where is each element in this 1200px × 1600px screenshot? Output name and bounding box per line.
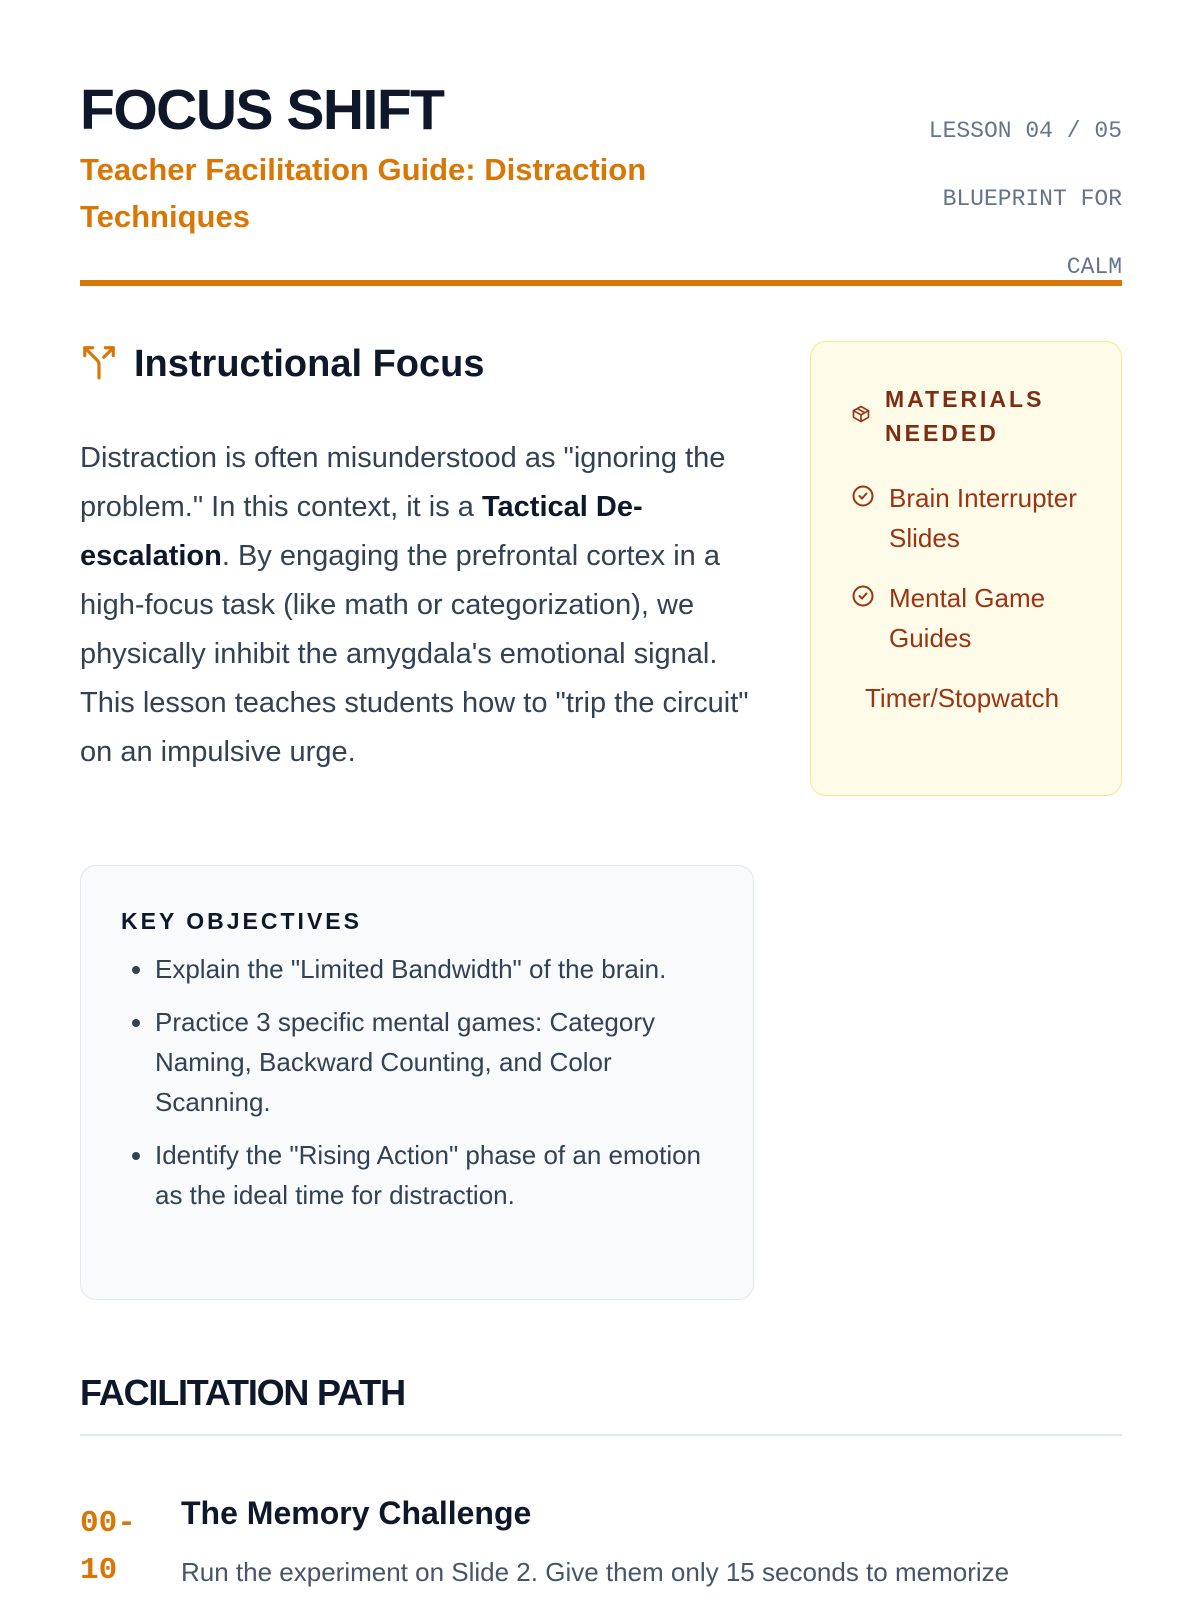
key-objectives-card xyxy=(80,865,754,1300)
facilitation-path-heading: FACILITATION PATH xyxy=(80,1372,405,1413)
split-arrow-icon xyxy=(80,343,134,386)
key-objectives-heading: KEY OBJECTIVES xyxy=(121,908,362,934)
material-label: Timer/Stopwatch xyxy=(865,683,1060,713)
instructional-focus-text xyxy=(80,434,760,777)
lesson-series-line2: CALM xyxy=(1066,254,1122,280)
materials-heading-row xyxy=(851,382,1095,450)
focus-text-intro: Distraction is often misunderstood as "ignoring the problem." In this context, it is a xyxy=(80,442,726,523)
package-icon xyxy=(851,404,885,429)
materials-heading: MATERIALS NEEDED xyxy=(885,386,1045,446)
lesson-page xyxy=(80,0,1122,1600)
materials-list xyxy=(851,478,1095,718)
material-item xyxy=(851,478,1095,558)
step-description: Run the experiment on Slide 2. Give them only 15 seconds to memorize xyxy=(181,1557,1010,1587)
facilitation-divider xyxy=(80,1434,1122,1436)
check-circle-icon xyxy=(851,578,889,619)
page-title: FOCUS SHIFT xyxy=(80,78,444,142)
objective-item: • Identify the "Rising Action" phase of an emotion as the ideal time for distraction. xyxy=(155,1135,713,1215)
material-item xyxy=(851,678,1095,718)
objective-item: • Explain the "Limited Bandwidth" of the brain. xyxy=(155,949,713,989)
objectives-list xyxy=(121,949,713,1215)
materials-card xyxy=(810,341,1122,796)
page-subtitle: Teacher Facilitation Guide: Distraction Techniques xyxy=(80,152,647,234)
header-divider xyxy=(80,280,1122,286)
section-title: Instructional Focus xyxy=(134,343,485,385)
step-title: The Memory Challenge xyxy=(181,1495,532,1531)
check-circle-icon xyxy=(851,478,889,519)
objective-item: • Practice 3 specific mental games: Category Naming, Backward Counting, and Color Scanning. xyxy=(155,1002,713,1122)
instructional-focus-heading xyxy=(80,343,484,386)
material-label: Brain Interrupter Slides xyxy=(889,483,1077,553)
material-label: Mental Game Guides xyxy=(889,583,1046,653)
lesson-number: LESSON 04 / 05 xyxy=(928,118,1122,144)
focus-text-body: . By engaging the prefrontal cortex in a high-focus task (like math or categorization), we physically inhibit the amygdala's emotional signal. This lesson teaches students how to "trip the circuit" on an impulsive urge. xyxy=(80,540,749,768)
focus-text-emphasis: Tactical De-escalation xyxy=(80,491,643,572)
step-time: 00-10 xyxy=(80,1506,136,1588)
material-item xyxy=(851,578,1095,658)
lesson-series-line1: BLUEPRINT FOR xyxy=(942,186,1122,212)
